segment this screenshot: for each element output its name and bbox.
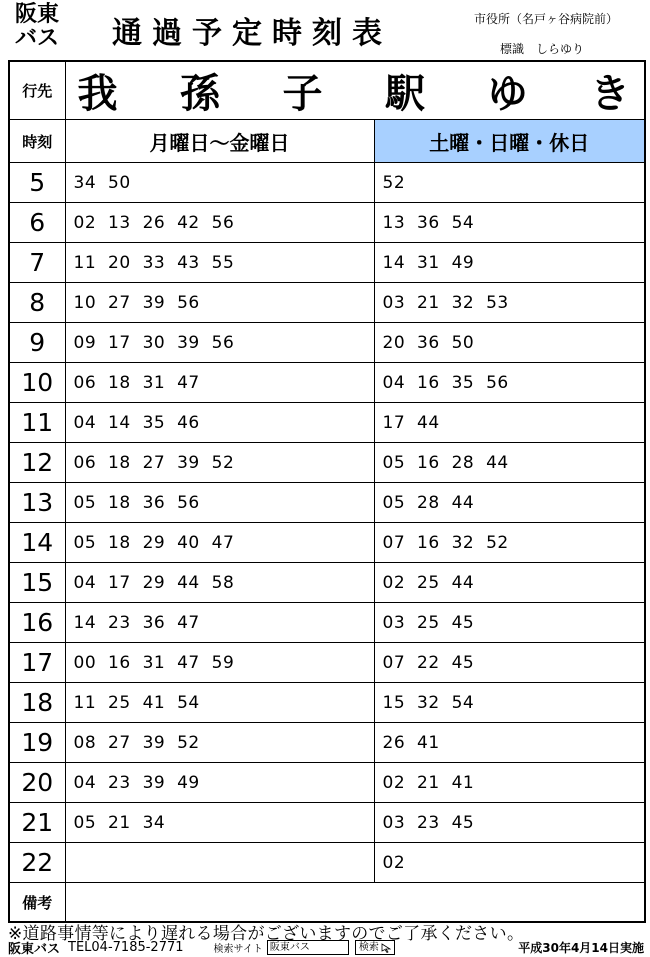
holiday-times: 03 25 45 — [374, 603, 645, 643]
hour-cell: 20 — [9, 763, 65, 803]
hour-row — [9, 363, 645, 403]
weekday-times: 02 13 26 42 56 — [65, 203, 374, 243]
hour-cell: 9 — [9, 323, 65, 363]
time-label: 時刻 — [9, 120, 65, 163]
hour-cell: 22 — [9, 843, 65, 883]
holiday-times: 03 23 45 — [374, 803, 645, 843]
hour-cell: 17 — [9, 643, 65, 683]
destination-char: 我 — [77, 71, 118, 117]
destination-name — [65, 61, 645, 120]
destination-char: 孫 — [180, 71, 220, 117]
hour-row — [9, 283, 645, 323]
footer-company: 阪東バス — [8, 942, 61, 957]
weekday-times: 04 17 29 44 58 — [65, 563, 374, 603]
company-line-2: バス — [14, 26, 59, 51]
hour-cell: 8 — [9, 283, 65, 323]
destination-label: 行先 — [9, 61, 65, 120]
hour-row — [9, 563, 645, 603]
weekday-times: 06 18 27 39 52 — [65, 443, 374, 483]
destination-char: 子 — [282, 71, 323, 117]
holiday-times: 04 16 35 56 — [374, 363, 645, 403]
holiday-times: 05 28 44 — [374, 483, 645, 523]
footnote: ※道路事情等により遅れる場合がございますのでご了承ください。 — [8, 924, 525, 944]
holiday-times: 13 36 54 — [374, 203, 645, 243]
holiday-times: 07 16 32 52 — [374, 523, 645, 563]
weekday-times: 10 27 39 56 — [65, 283, 374, 323]
weekday-times: 14 23 36 47 — [65, 603, 374, 643]
hour-cell: 11 — [9, 403, 65, 443]
search-button-label: 検索 — [358, 942, 379, 953]
holiday-times: 20 36 50 — [374, 323, 645, 363]
hour-cell: 14 — [9, 523, 65, 563]
stop-name: 市役所（名戸ヶ谷病院前） — [474, 12, 619, 26]
hour-row — [9, 443, 645, 483]
hour-cell: 12 — [9, 443, 65, 483]
search-site-label: 検索サイト — [213, 944, 263, 955]
weekday-times: 09 17 30 39 56 — [65, 323, 374, 363]
weekday-header: 月曜日〜金曜日 — [65, 120, 374, 163]
destination-char: き — [590, 71, 630, 117]
holiday-header: 土曜・日曜・休日 — [374, 120, 645, 163]
page-title: 通過予定時刻表 — [112, 16, 392, 51]
destination-row — [9, 61, 645, 120]
cursor-icon — [381, 943, 391, 953]
hour-cell: 21 — [9, 803, 65, 843]
hour-row — [9, 643, 645, 683]
holiday-times: 26 41 — [374, 723, 645, 763]
notes-label: 備考 — [9, 883, 65, 923]
weekday-times: 08 27 39 52 — [65, 723, 374, 763]
hour-row — [9, 603, 645, 643]
hour-row — [9, 843, 645, 883]
holiday-times: 02 — [374, 843, 645, 883]
hour-row — [9, 243, 645, 283]
weekday-times: 04 14 35 46 — [65, 403, 374, 443]
holiday-times: 52 — [374, 163, 645, 203]
holiday-times: 14 31 49 — [374, 243, 645, 283]
weekday-times: 11 25 41 54 — [65, 683, 374, 723]
hour-row — [9, 803, 645, 843]
holiday-times: 15 32 54 — [374, 683, 645, 723]
hour-row — [9, 203, 645, 243]
footer-tel: TEL04-7185-2771 — [68, 940, 184, 955]
hour-cell: 6 — [9, 203, 65, 243]
hour-row — [9, 523, 645, 563]
weekday-times: 05 18 29 40 47 — [65, 523, 374, 563]
weekday-times: 34 50 — [65, 163, 374, 203]
day-type-row — [9, 120, 645, 163]
footer — [8, 938, 644, 957]
destination-char: ゆ — [487, 71, 528, 117]
hour-cell: 5 — [9, 163, 65, 203]
weekday-times: 00 16 31 47 59 — [65, 643, 374, 683]
company-logo-text — [8, 3, 66, 51]
holiday-times: 17 44 — [374, 403, 645, 443]
hour-cell: 15 — [9, 563, 65, 603]
effective-date: 平成30年4月14日実施 — [518, 941, 644, 955]
hour-cell: 19 — [9, 723, 65, 763]
company-line-1: 阪東 — [14, 2, 59, 27]
hour-cell: 7 — [9, 243, 65, 283]
holiday-times: 02 21 41 — [374, 763, 645, 803]
hour-row — [9, 723, 645, 763]
destination-char: 駅 — [385, 71, 425, 117]
hour-row — [9, 323, 645, 363]
notes-value — [65, 883, 645, 923]
weekday-times: 05 21 34 — [65, 803, 374, 843]
weekday-times: 11 20 33 43 55 — [65, 243, 374, 283]
weekday-times — [65, 843, 374, 883]
hour-row — [9, 763, 645, 803]
holiday-times: 07 22 45 — [374, 643, 645, 683]
timetable — [8, 60, 646, 923]
holiday-times: 05 16 28 44 — [374, 443, 645, 483]
weekday-times: 06 18 31 47 — [65, 363, 374, 403]
sign-label: 標識 しらゆり — [500, 42, 585, 56]
hour-row — [9, 163, 645, 203]
holiday-times: 03 21 32 53 — [374, 283, 645, 323]
weekday-times: 05 18 36 56 — [65, 483, 374, 523]
hour-row — [9, 483, 645, 523]
hour-cell: 10 — [9, 363, 65, 403]
notes-row — [9, 883, 645, 923]
holiday-times: 02 25 44 — [374, 563, 645, 603]
weekday-times: 04 23 39 49 — [65, 763, 374, 803]
hour-row — [9, 403, 645, 443]
search-button[interactable] — [355, 940, 395, 955]
search-input[interactable]: 阪東バス — [267, 940, 349, 955]
hour-cell: 13 — [9, 483, 65, 523]
hour-cell: 18 — [9, 683, 65, 723]
hour-row — [9, 683, 645, 723]
hour-cell: 16 — [9, 603, 65, 643]
